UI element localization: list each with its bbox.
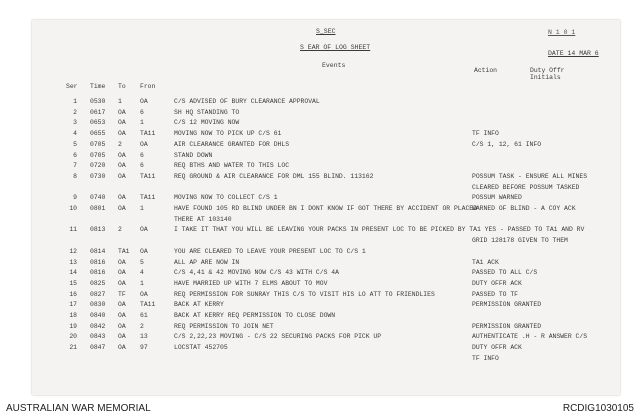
row-to: OA <box>118 269 126 277</box>
table-row <box>0 312 640 322</box>
table-row <box>0 248 640 258</box>
row-to: OA <box>118 151 126 159</box>
row-from: 5 <box>140 258 144 266</box>
row-action: TA1 ACK <box>472 258 499 266</box>
row-event: REQ PERMISSION FOR SUNRAY THIS C/S TO VISIT HIS LO ATT TO FRIENDLIES <box>174 290 435 298</box>
row-from: TA11 <box>140 194 156 202</box>
row-action: TF INFO <box>472 354 499 362</box>
table-row <box>0 184 640 194</box>
row-event: HAVE MARRIED UP WITH 7 ELMS ABOUT TO MOV <box>174 279 328 287</box>
row-to: OA <box>118 322 126 330</box>
row-ser: 15 <box>69 279 77 287</box>
col-header-from: Fron <box>140 83 156 90</box>
row-ser: 1 <box>73 98 77 105</box>
row-to: 2 <box>118 140 122 148</box>
row-action: AUTHENTICATE .H - R ANSWER C/S <box>472 333 588 341</box>
row-time: 0720 <box>90 162 106 170</box>
table-row <box>0 109 640 119</box>
row-action: CLEARED BEFORE POSSUM TASKED <box>472 183 580 191</box>
table-row <box>0 194 640 204</box>
row-ser: 4 <box>73 130 77 138</box>
row-to: OA <box>118 312 126 319</box>
table-row <box>0 98 640 108</box>
row-from: 97 <box>140 344 148 352</box>
row-time: 0813 <box>90 226 106 234</box>
footer <box>0 398 640 417</box>
row-to: OA <box>118 194 126 202</box>
row-to: OA <box>118 279 126 287</box>
row-action: PERMISSION GRANTED <box>472 301 542 309</box>
footer-id: RCDIG1030105 <box>562 403 634 414</box>
row-from: OA <box>140 226 148 234</box>
row-time: 0814 <box>90 247 106 255</box>
row-ser: 13 <box>69 258 77 266</box>
row-event: MOVING NOW TO PICK UP C/S 61 <box>174 130 282 138</box>
row-to: OA <box>118 130 126 138</box>
row-from: 1 <box>140 119 144 127</box>
document-subtitle: S EAR OF LOG SHEET <box>300 44 371 51</box>
table-row <box>0 216 640 226</box>
row-ser: 17 <box>69 301 77 309</box>
row-time: 0530 <box>90 98 106 105</box>
row-to: OA <box>118 333 126 341</box>
row-ser: 12 <box>69 247 77 255</box>
col-header-ser: Ser <box>66 83 78 90</box>
row-action: C/S 1, 12, 61 INFO <box>472 140 542 148</box>
row-time: 0830 <box>90 301 106 309</box>
row-to: OA <box>118 119 126 127</box>
col-header-action: Action <box>474 67 498 74</box>
row-ser: 7 <box>73 162 77 170</box>
table-row <box>0 141 640 151</box>
row-time: 0847 <box>90 344 106 352</box>
row-from: 6 <box>140 151 144 159</box>
row-to: OA <box>118 301 126 309</box>
row-time: 0825 <box>90 279 106 287</box>
row-ser: 2 <box>73 108 77 116</box>
row-action: POSSUM TASK - ENSURE ALL MINES <box>472 172 588 180</box>
row-ser: 21 <box>69 344 77 352</box>
table-row <box>0 162 640 172</box>
row-action: POSSUM WARNED <box>472 194 522 202</box>
row-event: BACK AT KERRY <box>174 301 224 309</box>
row-time: 0801 <box>90 205 106 212</box>
row-event: STAND DOWN <box>174 151 213 159</box>
table-row <box>0 344 640 354</box>
row-action: PASSED TO TF <box>472 290 519 298</box>
table-row <box>0 333 640 343</box>
row-from: 2 <box>140 322 144 330</box>
row-action: TF INFO <box>472 130 499 138</box>
row-event: AIR CLEARANCE GRANTED FOR DHLS <box>174 140 290 148</box>
row-event: HAVE FOUND 105 RD BLIND UNDER BN I DONT KNOW IF GOT THERE BY ACCIDENT OR PLACED <box>174 205 477 212</box>
row-action: DUTY OFFR ACK <box>472 344 522 352</box>
row-to: OA <box>118 344 126 352</box>
row-from: OA <box>140 290 148 298</box>
row-time: 0843 <box>90 333 106 341</box>
row-from: TA11 <box>140 172 156 180</box>
table-row <box>0 259 640 269</box>
table-row <box>0 355 640 365</box>
row-ser: 9 <box>73 194 77 202</box>
row-time: 0705 <box>90 140 106 148</box>
col-header-to: To <box>118 83 126 90</box>
corner-code: N 1 0 1 <box>548 29 576 36</box>
row-event: ALL AP ARE NOW IN <box>174 258 240 266</box>
row-ser: 16 <box>69 290 77 298</box>
document-title: S_SEC <box>316 28 336 35</box>
row-ser: 18 <box>69 312 77 319</box>
row-time: 0730 <box>90 172 106 180</box>
table-row <box>0 301 640 311</box>
table-row <box>0 152 640 162</box>
row-ser: 10 <box>69 205 77 212</box>
row-from: TA11 <box>140 130 156 138</box>
row-action: DUTY OFFR ACK <box>472 279 522 287</box>
row-to: OA <box>118 108 126 116</box>
row-event: REQ PERMISSION TO JOIN NET <box>174 322 274 330</box>
row-to: TA1 <box>118 247 130 255</box>
row-event: YOU ARE CLEARED TO LEAVE YOUR PRESENT LOC TO C/S 1 <box>174 247 366 255</box>
row-from: TA11 <box>140 301 156 309</box>
table-row <box>0 269 640 279</box>
row-to: OA <box>118 258 126 266</box>
row-ser: 11 <box>69 226 77 234</box>
row-action: GRID 128178 GIVEN TO THEM <box>472 237 568 245</box>
row-time: 0653 <box>90 119 106 127</box>
row-event: MOVING NOW TO COLLECT C/S 1 <box>174 194 278 202</box>
row-ser: 19 <box>69 322 77 330</box>
row-time: 0705 <box>90 151 106 159</box>
row-from: 4 <box>140 269 144 277</box>
row-from: 6 <box>140 162 144 170</box>
row-to: 2 <box>118 226 122 234</box>
table-row <box>0 205 640 215</box>
row-from: OA <box>140 98 148 105</box>
col-header-initials: Initials <box>530 74 561 81</box>
row-time: 0842 <box>90 322 106 330</box>
table-row <box>0 119 640 129</box>
row-time: 0816 <box>90 258 106 266</box>
table-row <box>0 130 640 140</box>
row-from: OA <box>140 247 148 255</box>
row-action: PERMISSION GRANTED <box>472 322 542 330</box>
row-from: 13 <box>140 333 148 341</box>
row-from: 6 <box>140 108 144 116</box>
row-event: REQ GROUND & AIR CLEARANCE FOR DML 155 BLIND. 113162 <box>174 172 374 180</box>
row-from: OA <box>140 140 148 148</box>
row-time: 0840 <box>90 312 106 319</box>
row-time: 0617 <box>90 108 106 116</box>
row-to: TF <box>118 290 126 298</box>
row-event: C/S ADVISED OF BURY CLEARANCE APPROVAL <box>174 98 320 105</box>
col-header-duty: Duty Offr <box>530 67 565 74</box>
row-event: I TAKE IT THAT YOU WILL BE LEAVING YOUR PACKS IN PRESENT LOC TO BE PICKED BY TA1 YES - PASSED TO TA1 AND RV <box>174 226 585 234</box>
document-date: DATE 14 MAR 6 <box>548 50 599 57</box>
row-action: PASSED TO ALL C/S <box>472 269 538 277</box>
row-event: BACK AT KERRY REQ PERMISSION TO CLOSE DOWN <box>174 312 336 319</box>
table-row <box>0 226 640 236</box>
row-event: THERE AT 103140 <box>174 215 232 223</box>
row-ser: 5 <box>73 140 77 148</box>
row-ser: 3 <box>73 119 77 127</box>
row-time: 0655 <box>90 130 106 138</box>
footer-credit: AUSTRALIAN WAR MEMORIAL <box>6 403 151 414</box>
row-ser: 14 <box>69 269 77 277</box>
col-header-time: Time <box>90 83 106 90</box>
row-from: 1 <box>140 205 144 212</box>
row-action: WARNED OF BLIND - A COY ACK <box>472 205 576 212</box>
table-row <box>0 291 640 301</box>
row-time: 0816 <box>90 269 106 277</box>
row-time: 0740 <box>90 194 106 202</box>
table-row <box>0 237 640 247</box>
row-to: OA <box>118 162 126 170</box>
row-ser: 6 <box>73 151 77 159</box>
row-from: 61 <box>140 312 148 319</box>
row-event: C/S 4,41 & 42 MOVING NOW C/S 43 WITH C/S 4A <box>174 269 339 277</box>
row-to: 1 <box>118 98 122 105</box>
row-from: 1 <box>140 279 144 287</box>
row-time: 0827 <box>90 290 106 298</box>
table-row <box>0 323 640 333</box>
row-event: SH HQ STANDING TO <box>174 108 240 116</box>
row-event: C/S 2,22,23 MOVING - C/S 22 SECURING PACKS FOR PICK UP <box>174 333 382 341</box>
row-event: C/S 12 MOVING NOW <box>174 119 240 127</box>
row-ser: 8 <box>73 172 77 180</box>
row-ser: 20 <box>69 333 77 341</box>
row-event: LOCSTAT 452705 <box>174 344 228 352</box>
events-heading: Events <box>322 62 346 69</box>
row-to: OA <box>118 205 126 212</box>
row-event: REQ BTHS AND WATER TO THIS LOC <box>174 162 290 170</box>
table-row <box>0 173 640 183</box>
table-row <box>0 280 640 290</box>
row-to: OA <box>118 172 126 180</box>
